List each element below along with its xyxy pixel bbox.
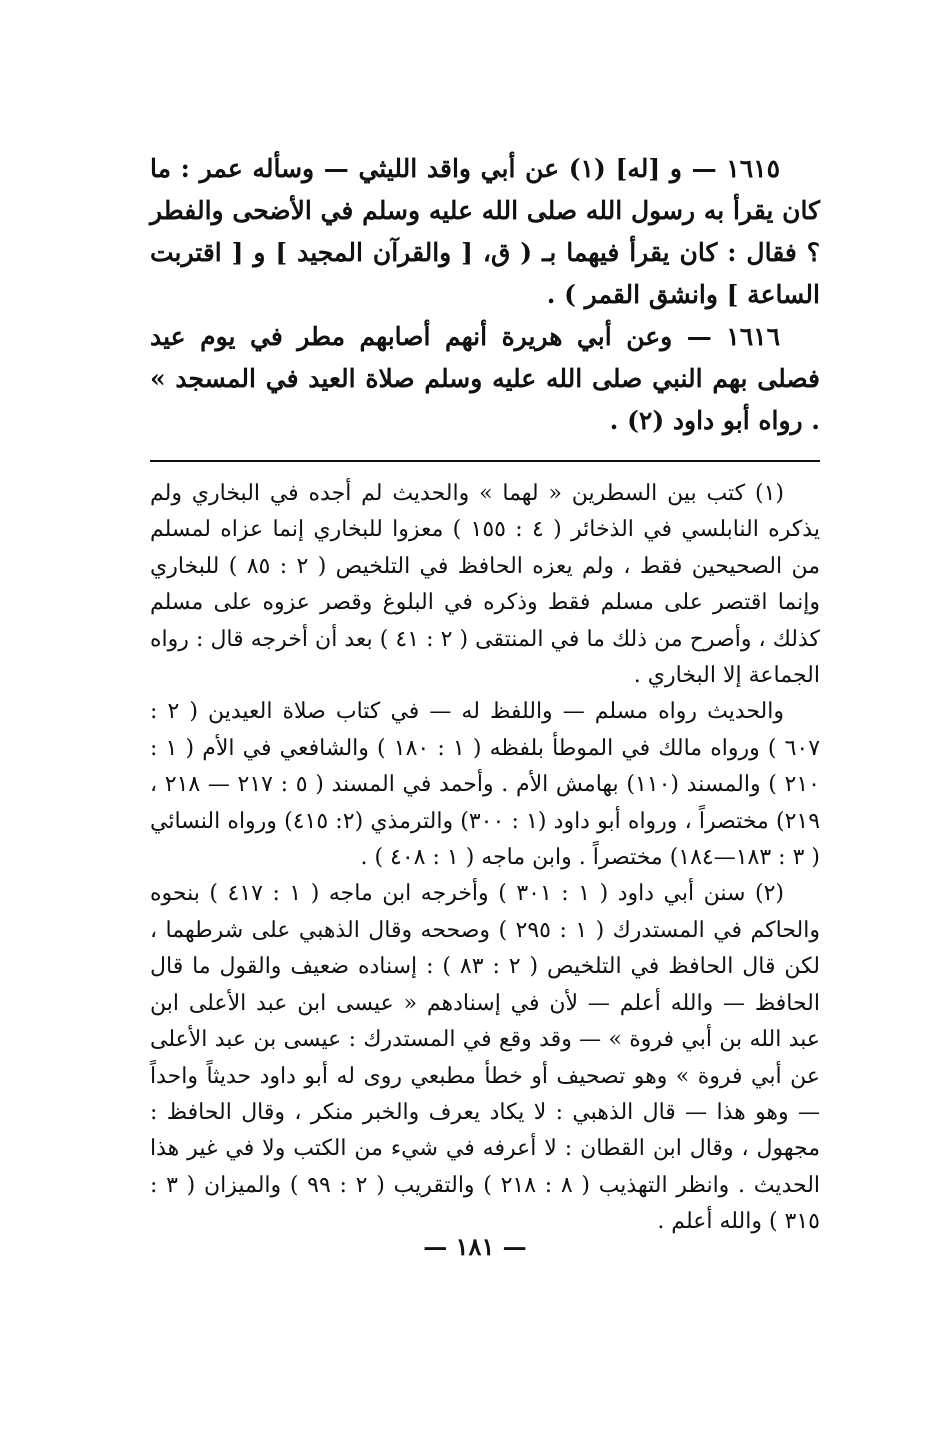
footnote-1-continued: والحديث رواه مسلم — واللفظ له — في كتاب صلاة العيدين ( ٢ : ٦٠٧ ) ورواه مالك في الموطأ بلفظه ( ١ : ١٨٠ ) والشافعي في الأم ( ١ : ٢١٠ ) والمسند (١١٠) بهامش الأم . وأحمد في المسند ( ٥ : ٢١٧ — ٢١٨ ، ٢١٩) مختصراً ، ورواه أبو داود (١ : ٣٠٠) والترمذي (٢: ٤١٥) ورواه النسائي ( ٣ : ١٨٣—١٨٤) مختصراً . وابن ماجه ( ١ : ٤٠٨ ) . bbox=[150, 699, 821, 871]
hadith-text bbox=[150, 148, 820, 442]
document-page bbox=[150, 148, 820, 1241]
hadith-1616: ١٦١٦ — وعن أبي هريرة أنهم أصابهم مطر في يوم عيد فصلى بهم النبي صلى الله عليه وسلم صلاة العيد في المسجد » . رواه أبو داود (٢) . bbox=[150, 322, 820, 435]
footnote-separator bbox=[150, 460, 820, 462]
page-number: — ١٨١ — bbox=[423, 1232, 527, 1261]
hadith-1615: ١٦١٥ — و [له] (١) عن أبي واقد الليثي — وسأله عمر : ما كان يقرأ به رسول الله صلى الله عليه وسلم في الأضحى والفطر ؟ فقال : كان يقرأ فيهما بـ ( ق، [ والقرآن المجيد ] و [ اقتربت الساعة ] وانشق القمر ) . bbox=[150, 154, 820, 309]
footnote-2: (٢) سنن أبي داود ( ١ : ٣٠١ ) وأخرجه ابن ماجه ( ١ : ٤١٧ ) بنحوه والحاكم في المستدرك ( ١ : ٢٩٥ ) وصححه وقال الذهبي على شرطهما ، لكن قال الحافظ في التلخيص ( ٢ : ٨٣ ) : إسناده ضعيف والقول ما قال الحافظ — والله أعلم — لأن في إسنادهم « عيسى ابن عبد الأعلى ابن عبد الله بن أبي فروة » — وقد وقع في المستدرك : عيسى بن عبد الأعلى عن أبي فروة » وهو تصحيف أو خطأ مطبعي روى له أبو داود حديثاً واحداً — وهو هذا — قال الذهبي : لا يكاد يعرف والخبر منكر ، وقال الحافظ : مجهول ، وقال ابن القطان : لا أعرفه في شيء من الكتب ولا في غير هذا الحديث . وانظر التهذيب ( ٨ : ٢١٨ ) والتقريب ( ٢ : ٩٩ ) والميزان ( ٣ : ٣١٥ ) والله أعلم . bbox=[150, 881, 821, 1235]
footnotes bbox=[150, 476, 820, 1241]
footnote-1: (١) كتب بين السطرين « لهما » والحديث لم أجده في البخاري ولم يذكره النابلسي في الذخائر ( ٤ : ١٥٥ ) معزوا للبخاري إنما عزاه لمسلم من الصحيحين فقط ، ولم يعزه الحافظ في التلخيص ( ٢ : ٨٥ ) للبخاري وإنما اقتصر على مسلم فقط وذكره في البلوغ وقصر عزوه على مسلم كذلك ، وأصرح من ذلك ما في المنتقى ( ٢ : ٤١ ) بعد أن أخرجه قال : رواه الجماعة إلا البخاري . bbox=[150, 481, 820, 689]
